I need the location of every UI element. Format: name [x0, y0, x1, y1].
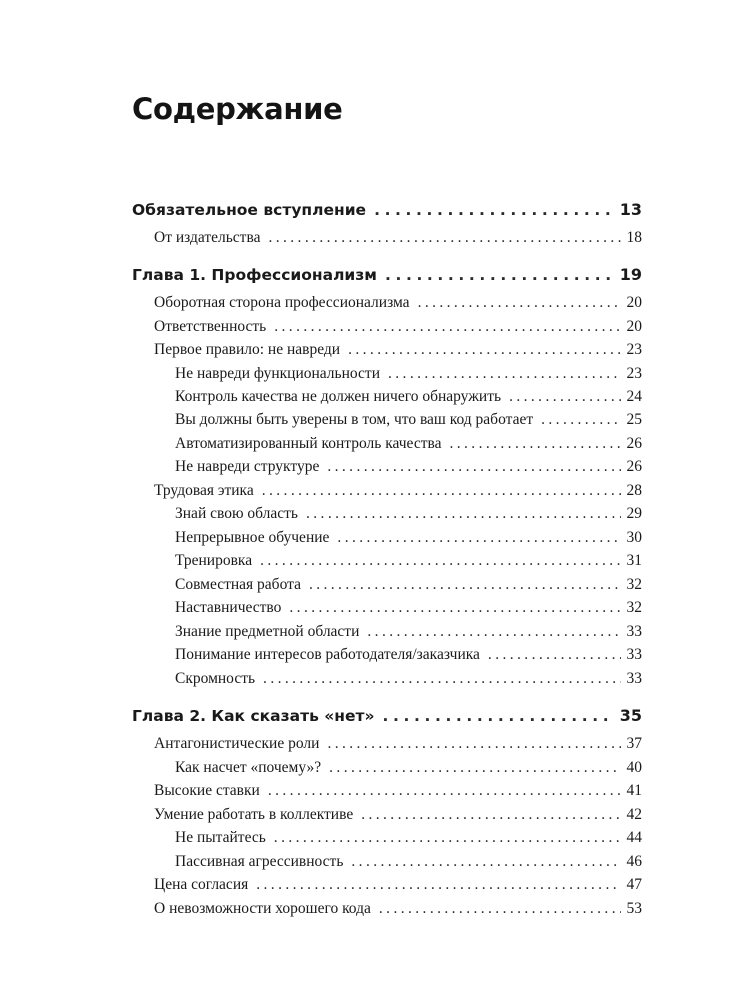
toc-entry-title: Первое правило: не навреди [154, 341, 341, 358]
page-title: Содержание [132, 92, 343, 126]
toc-page-number: 31 [626, 552, 642, 569]
toc-entry [154, 318, 642, 336]
toc-page-number: 33 [626, 670, 642, 687]
toc-entry [175, 458, 642, 476]
toc-dot-leader [309, 576, 621, 594]
toc-dot-leader [327, 735, 620, 753]
toc-entry [154, 900, 642, 918]
toc-entry [175, 529, 642, 547]
toc-page-number: 19 [619, 265, 642, 284]
toc-page-number: 46 [626, 853, 642, 870]
toc-dot-leader [256, 876, 620, 894]
toc-page-number: 20 [626, 318, 642, 335]
toc-entry [132, 200, 642, 219]
toc-page-number: 53 [626, 900, 642, 917]
toc-entry-title: Совместная работа [175, 576, 301, 593]
toc-entry [154, 806, 642, 824]
toc-dot-leader [274, 829, 621, 847]
toc-entry [175, 365, 642, 383]
toc-dot-leader [388, 365, 621, 383]
toc-entry-title: О невозможности хорошего кода [154, 900, 371, 917]
toc-page-number: 35 [619, 706, 642, 725]
toc-entry-title: Вы должны быть уверены в том, что ваш код работает [175, 411, 534, 428]
toc-entry-title: Высокие ставки [154, 782, 260, 799]
toc-page-number: 32 [626, 576, 642, 593]
toc-dot-leader [374, 201, 614, 219]
toc-dot-leader [509, 388, 620, 406]
toc-dot-leader [263, 670, 620, 688]
toc-page-number: 23 [626, 341, 642, 358]
toc-entry-title: Глава 1. Профессионализм [132, 266, 377, 284]
toc-dot-leader [306, 505, 621, 523]
toc-page-number: 33 [626, 623, 642, 640]
toc-page-number: 20 [626, 294, 642, 311]
toc-entry-title: Антагонистические роли [154, 735, 320, 752]
toc-entry [154, 294, 642, 312]
toc-entry [175, 599, 642, 617]
toc-entry [154, 735, 642, 753]
toc-entry-title: Глава 2. Как сказать «нет» [132, 707, 375, 725]
toc-entry [154, 782, 642, 800]
toc-page-number: 44 [626, 829, 642, 846]
toc-entry [175, 853, 642, 871]
toc-entry-title: Пассивная агрессивность [175, 853, 344, 870]
toc-entry-title: Понимание интересов работодателя/заказчика [175, 646, 480, 663]
toc-entry [132, 265, 642, 284]
toc-entry [175, 505, 642, 523]
toc-dot-leader [260, 552, 620, 570]
toc-entry [132, 706, 642, 725]
toc-entry [154, 876, 642, 894]
toc-page-number: 40 [626, 759, 642, 776]
toc-dot-leader [348, 341, 620, 359]
toc-entry-title: Знание предметной области [175, 623, 360, 640]
toc-page-number: 47 [626, 876, 642, 893]
toc-entry-title: Как насчет «почему»? [175, 759, 322, 776]
toc-page-number: 29 [626, 505, 642, 522]
toc-entry [175, 388, 642, 406]
toc-dot-leader [337, 529, 620, 547]
toc-entry-title: Тренировка [175, 552, 253, 569]
toc-page-number: 37 [626, 735, 642, 752]
toc-entry-title: Не пытайтесь [175, 829, 266, 846]
toc-entry-title: Цена согласия [154, 876, 249, 893]
toc-page-number: 24 [626, 388, 642, 405]
toc-dot-leader [385, 266, 614, 284]
toc-dot-leader [268, 229, 620, 247]
toc-page-number: 33 [626, 646, 642, 663]
toc-dot-leader [367, 623, 620, 641]
toc-dot-leader [262, 482, 621, 500]
toc-entry-title: От издательства [154, 229, 261, 246]
toc-dot-leader [541, 411, 620, 429]
toc-dot-leader [327, 458, 620, 476]
toc-page-number: 30 [626, 529, 642, 546]
toc-dot-leader [418, 294, 621, 312]
toc-dot-leader [329, 759, 620, 777]
toc-dot-leader [383, 707, 614, 725]
toc-page-number: 32 [626, 599, 642, 616]
toc-entry-title: Не навреди структуре [175, 458, 320, 475]
toc-page-number: 26 [626, 458, 642, 475]
toc-entry-title: Непрерывное обучение [175, 529, 330, 546]
toc-entry [175, 623, 642, 641]
toc-entry-title: Знай свою область [175, 505, 298, 522]
toc-dot-leader [289, 599, 620, 617]
toc-entry-title: Ответственность [154, 318, 267, 335]
toc-entry [154, 482, 642, 500]
toc-dot-leader [488, 646, 621, 664]
toc-entry-title: Не навреди функциональности [175, 365, 380, 382]
toc-entry [175, 435, 642, 453]
toc-entry-title: Оборотная сторона профессионализма [154, 294, 410, 311]
toc-entry [175, 552, 642, 570]
toc-entry-title: Наставничество [175, 599, 282, 616]
toc-page-number: 25 [626, 411, 642, 428]
toc-dot-leader [449, 435, 620, 453]
toc-page-number: 13 [619, 200, 642, 219]
toc-entry-title: Трудовая этика [154, 482, 254, 499]
toc-entry [175, 759, 642, 777]
toc-entry-title: Автоматизированный контроль качества [175, 435, 442, 452]
toc-entry [154, 229, 642, 247]
toc-page-number: 42 [626, 806, 642, 823]
toc-page-number: 41 [626, 782, 642, 799]
toc-dot-leader [361, 806, 620, 824]
toc-page-number: 28 [626, 482, 642, 499]
toc-entry-title: Обязательное вступление [132, 201, 367, 219]
toc-page-number: 23 [626, 365, 642, 382]
toc-entry [175, 646, 642, 664]
toc-dot-leader [274, 318, 620, 336]
toc-dot-leader [379, 900, 621, 918]
toc-page-number: 26 [626, 435, 642, 452]
toc-dot-leader [268, 782, 621, 800]
toc-entry [175, 576, 642, 594]
toc-entry [154, 341, 642, 359]
toc-entry-title: Умение работать в коллективе [154, 806, 354, 823]
toc-page-number: 18 [626, 229, 642, 246]
toc-entry [175, 829, 642, 847]
toc-entry [175, 411, 642, 429]
toc-entry [175, 670, 642, 688]
toc-entry-title: Контроль качества не должен ничего обнаружить [175, 388, 502, 405]
toc-dot-leader [351, 853, 620, 871]
toc-entry-title: Скромность [175, 670, 256, 687]
